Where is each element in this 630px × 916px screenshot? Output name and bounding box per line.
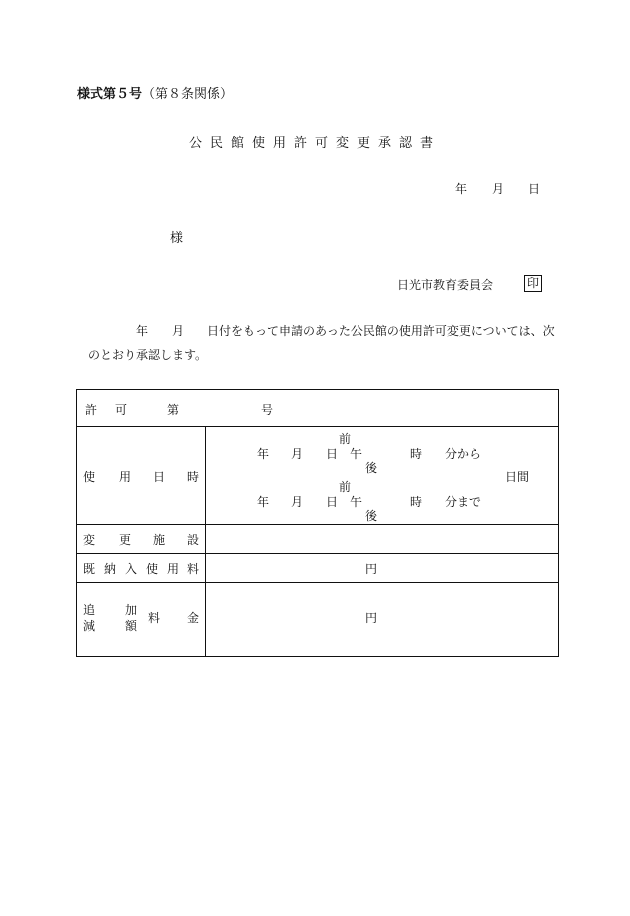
- row-divider: [77, 426, 558, 427]
- permit-dai-label: 第: [167, 403, 180, 417]
- adjust-fee-2: 金: [187, 611, 200, 625]
- permit-label-2: 可: [115, 403, 128, 417]
- start-am-label: 前: [339, 432, 352, 446]
- end-pm-label: 後: [365, 509, 378, 523]
- form-article-ref: （第８条関係）: [142, 87, 234, 102]
- date-year-label: 年: [455, 182, 468, 196]
- date-day-label: 日: [528, 182, 541, 196]
- body-year-label: 年: [136, 324, 149, 338]
- start-hour-label: 時: [410, 447, 423, 461]
- end-hour-label: 時: [410, 495, 423, 509]
- start-month-label: 月: [291, 447, 304, 461]
- approval-table: [76, 389, 559, 657]
- row-divider: [77, 524, 558, 525]
- paid-label-4: 使: [146, 562, 159, 576]
- adjust-reduce-2: 額: [125, 619, 138, 633]
- paid-label-1: 既: [83, 562, 96, 576]
- form-number-label: 様式第５号: [77, 87, 143, 102]
- row-divider: [77, 582, 558, 583]
- adjust-add-1: 追: [83, 603, 96, 617]
- body-month-label: 月: [172, 324, 185, 338]
- start-minute-from: 分から: [445, 447, 482, 461]
- end-minute-until: 分まで: [445, 495, 482, 509]
- end-month-label: 月: [291, 495, 304, 509]
- row-divider: [77, 553, 558, 554]
- facility-label-4: 設: [187, 533, 200, 547]
- adjust-reduce-1: 減: [83, 619, 96, 633]
- end-am-label: 前: [339, 480, 352, 494]
- seal-mark: 印: [524, 275, 542, 292]
- start-pm-label: 後: [365, 461, 378, 475]
- document-title: 公民館使用許可変更承認書: [188, 136, 441, 151]
- body-text-line2: のとおり承認します。: [88, 348, 208, 362]
- end-year-label: 年: [257, 495, 270, 509]
- start-year-label: 年: [257, 447, 270, 461]
- usage-label-2: 用: [119, 470, 132, 484]
- body-text-line1: 日付をもって申請のあった公民館の使用許可変更については、次: [207, 324, 555, 338]
- paid-yen-unit: 円: [365, 562, 378, 576]
- column-divider: [205, 426, 206, 656]
- issuer-name: 日光市教育委員会: [397, 278, 494, 292]
- addressee-honorific: 様: [170, 231, 184, 246]
- date-month-label: 月: [492, 182, 505, 196]
- paid-label-6: 料: [187, 562, 200, 576]
- end-day-label: 日: [326, 495, 339, 509]
- facility-label-3: 施: [153, 533, 166, 547]
- permit-label-1: 許: [85, 403, 98, 417]
- adjust-fee-1: 料: [148, 611, 161, 625]
- usage-label-3: 日: [153, 470, 166, 484]
- facility-label-2: 更: [119, 533, 132, 547]
- paid-label-3: 入: [125, 562, 138, 576]
- paid-label-2: 納: [104, 562, 117, 576]
- form-number: [77, 83, 233, 102]
- start-noon-label: 午: [350, 447, 363, 461]
- usage-label-1: 使: [83, 470, 96, 484]
- days-label: 日間: [505, 470, 530, 484]
- end-noon-label: 午: [350, 495, 363, 509]
- adjust-yen-unit: 円: [365, 611, 378, 625]
- permit-go-label: 号: [261, 403, 274, 417]
- facility-label-1: 変: [83, 533, 96, 547]
- paid-label-5: 用: [167, 562, 180, 576]
- adjust-add-2: 加: [125, 603, 138, 617]
- start-day-label: 日: [326, 447, 339, 461]
- usage-label-4: 時: [187, 470, 200, 484]
